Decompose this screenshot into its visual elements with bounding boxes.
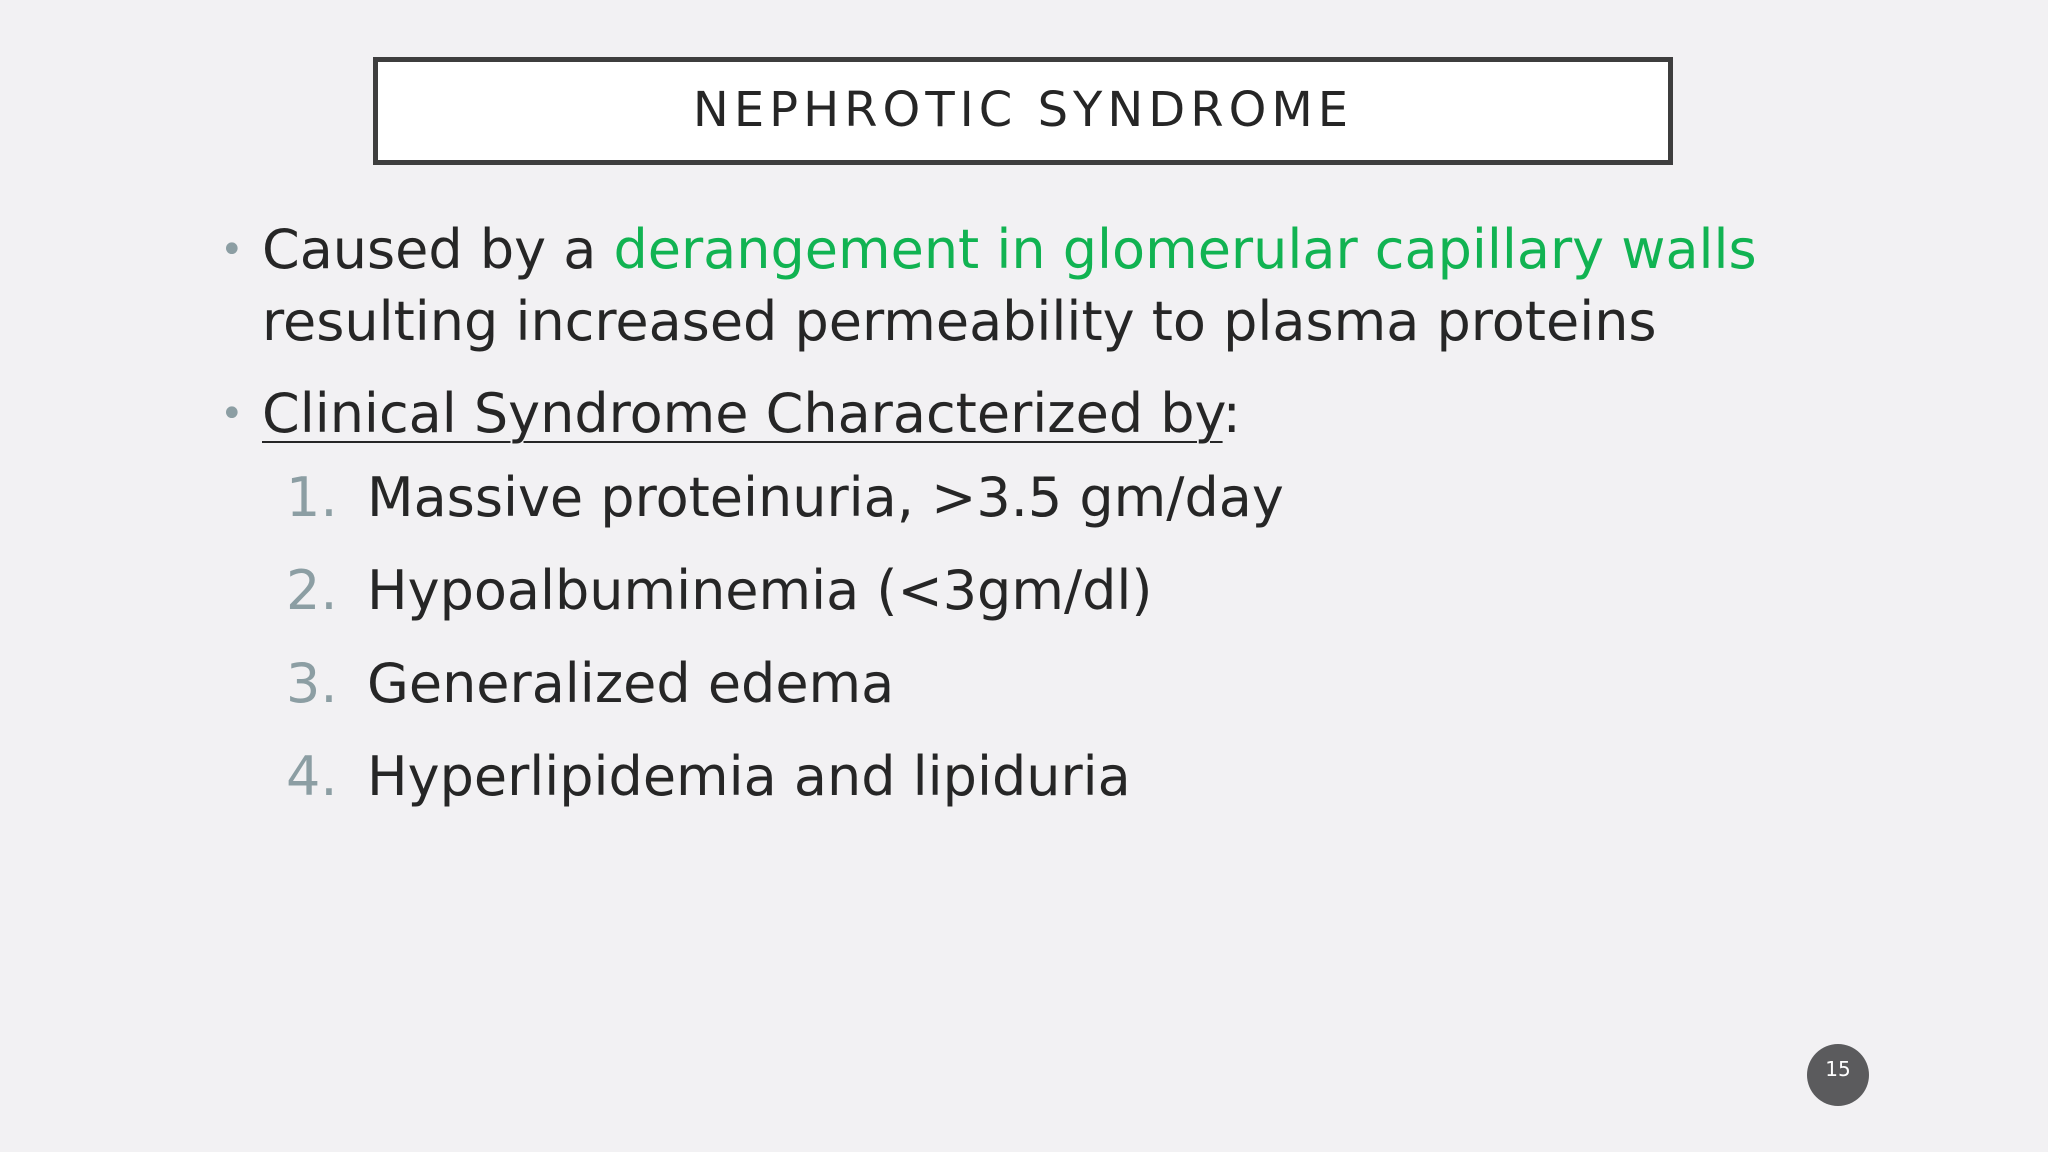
- list-item-text: Generalized edema: [367, 652, 895, 715]
- slide-title-box: [373, 57, 1673, 165]
- numbered-list: [220, 462, 1780, 813]
- list-item: [286, 462, 1780, 534]
- list-item-number: 2.: [286, 559, 338, 622]
- list-item: [286, 648, 1780, 720]
- bullet-text-suffix: resulting increased permeability to plasma proteins: [262, 290, 1657, 353]
- list-item-number: 1.: [286, 466, 338, 529]
- bullet-dot-icon: •: [220, 227, 244, 273]
- bullet-text-underlined: Clinical Syndrome Characterized by: [262, 382, 1223, 445]
- bullet-text-highlight: derangement in glomerular capillary walls: [613, 218, 1757, 281]
- bullet-text-colon: :: [1222, 382, 1241, 445]
- list-item-text: Massive proteinuria, >3.5 gm/day: [367, 466, 1284, 529]
- page-number-badge: 15: [1807, 1044, 1869, 1106]
- list-item-number: 3.: [286, 652, 338, 715]
- list-item-text: Hypoalbuminemia (<3gm/dl): [367, 559, 1153, 622]
- list-item: [286, 741, 1780, 813]
- list-item-number: 4.: [286, 745, 338, 808]
- bullet-dot-icon: •: [220, 391, 244, 437]
- list-item: [286, 555, 1780, 627]
- list-item-text: Hyperlipidemia and lipiduria: [367, 745, 1131, 808]
- bullet-text-prefix: Caused by a: [262, 218, 614, 281]
- bullet-item: [220, 378, 1780, 450]
- slide-title: NEPHROTIC SYNDROME: [692, 82, 1354, 138]
- bullet-item: [220, 214, 1780, 358]
- slide-content: [220, 214, 1780, 834]
